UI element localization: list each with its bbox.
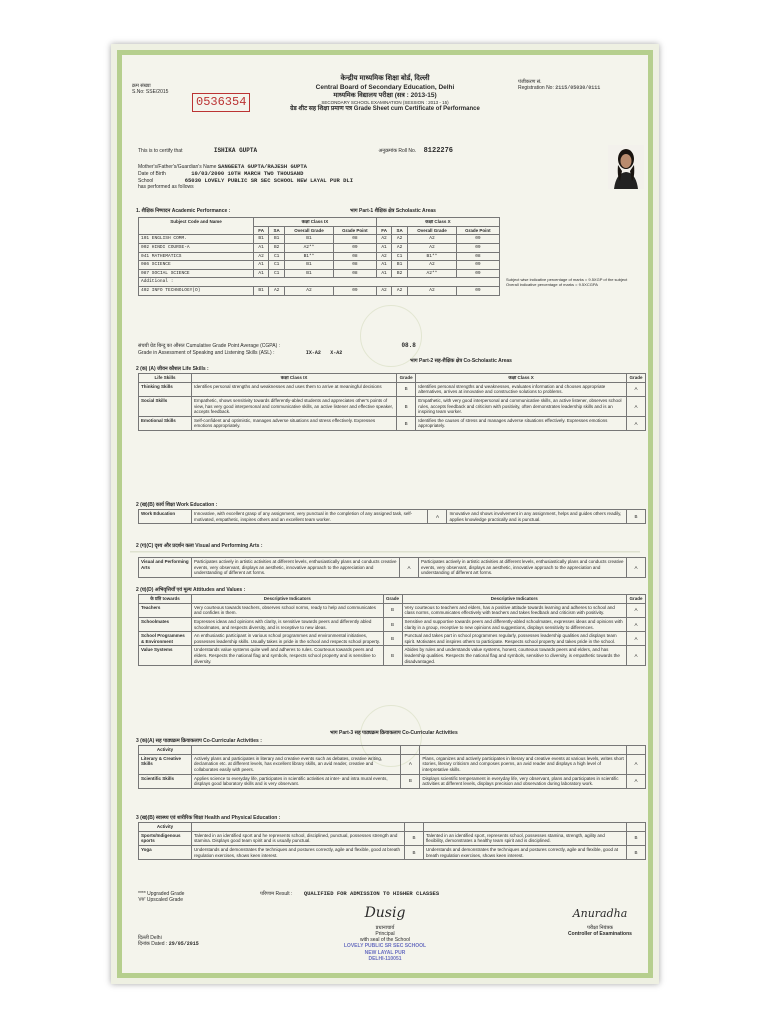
- result-value: QUALIFIED FOR ADMISSION TO HIGHER CLASSES: [303, 890, 440, 897]
- result-row: परिणाम Result : QUALIFIED FOR ADMISSION TO HIGHER CLASSES: [260, 890, 440, 897]
- work-education-heading: 2 (ख)(B) कार्य शिक्षा Work Education :: [136, 502, 218, 508]
- school-stamp: LOVELY PUBLIC SR SEC SCHOOL NEW LAYAL PUR DELHI-110051: [343, 943, 427, 962]
- table-row: [139, 261, 500, 270]
- issue-date: 29/05/2015: [168, 941, 199, 948]
- table-row: [139, 632, 646, 646]
- descriptor-x: Plans, organizes and actively participates in literary and creative events at various levels, writes short stories, literary criticism and composes poems, an avid reader and displays a high level of interpretative skills.: [420, 754, 627, 774]
- table-row: [139, 269, 500, 278]
- part2-label: भाग Part-2 सह-शैक्षिक क्षेत्र Co-Scholastic Areas: [410, 358, 512, 364]
- grade-cell: A1: [254, 269, 269, 278]
- grade-cell: 08: [333, 252, 376, 261]
- grade-x: A: [627, 754, 646, 774]
- table-row: [139, 510, 646, 524]
- descriptor-x: Talented in an identified sport, represents school, possesses stamina, strength, agility and flexibility, demonstrates a healthy team spirit and is disciplined.: [424, 831, 627, 845]
- skill-name: Visual and Performing Arts: [139, 558, 192, 578]
- grade-cell: B1: [269, 235, 285, 244]
- grade-cell: A2: [408, 235, 457, 244]
- exam-english: SECONDARY SCHOOL EXAMINATION (SESSION : 2013 - 15): [321, 100, 449, 105]
- grade-cell: A1: [376, 243, 391, 252]
- scholastic-table: Subject Code and Name कक्षा Class IX कक्षा Class X FA SA Overall Grade Grade Point FA SA Overall Grade Grade Point 101 ENGLISH COMM. B1 B1 B1 08 A2 A2 A2 09 002 HINDI COURSE-A A1 B2 A2** 09 A1 A2 A2 09 041 MATHEMATICS A2 C1 B1** 08 A2 C1 B1** 08 086 SCIENCE A1 C1 B1 08 A1 B1 A2 09 087 SOCIAL SCIENCE A1 C1 B1 08 A1 B2 A2** 09 Additional : 402 INFO TECHNOLOGY(O) B1 A2 A2 09 A2 A2 A2 09: [138, 217, 500, 296]
- grade-cell: A2: [408, 243, 457, 252]
- grade-cell: C1: [269, 261, 285, 270]
- grade-x: B: [627, 845, 646, 859]
- grade-cell: A1: [254, 261, 269, 270]
- descriptor-x: Understands and demonstrates the techniques and postures correctly, agile and flexible, good at breath regulation exercises, shows keen interest.: [424, 845, 627, 859]
- table-row: [139, 416, 646, 430]
- grade-cell: 08: [456, 252, 499, 261]
- grade-cell: B1: [285, 261, 334, 270]
- grade-ix: A: [428, 510, 447, 524]
- table-row: [139, 558, 646, 578]
- grade-cell: 08: [333, 235, 376, 244]
- visual-arts-heading: 2 (ग)(C) दृश्य और प्रदर्शन कला Visual and Performing Arts :: [136, 543, 263, 549]
- grading-notes: Subject wise indicative percentage of marks = 9.5XGP of the subject Overall indicative percentage of marks = 9.5XCGPA: [506, 277, 628, 287]
- grade-cell: A2: [269, 287, 285, 296]
- serial-label: क्रम संख्या S.No: SSE/2015: [132, 83, 169, 96]
- grade-x: A: [627, 603, 646, 617]
- descriptor-x: Identifies personal strengths and weaknesses, evaluates information and chooses appropriate alternatives, arrives at innovative and constructive solutions to problems.: [416, 382, 627, 396]
- place-date: दिल्ली Delhi दिनांक Dated : 29/05/2015: [138, 935, 199, 948]
- descriptor-x: Abides by rules and understands value systems, honest, courteous towards peers and elders, and has leadership qualities. Respects the national flag and symbols, sensitive to diversity, is empathetic towards the disadvantaged.: [402, 646, 626, 666]
- grade-ix: B: [383, 617, 402, 631]
- student-info: This is to certify that ISHIKA GUPTA अनुक्रमांक Roll No. 8122276 Mother's/Father's/Guardian's Name SANGEETA GUPTA/RAJESH GUPTA Date of Birth 10/03/2000 10TH MARCH TWO THOUSAND School 65030 LOVELY PUBLIC SR SEC SCHOOL NEW LAYAL PUR DLI has performed as follows: [138, 147, 453, 191]
- principal-signature: Dusig: [364, 905, 406, 921]
- skill-name: Yoga: [139, 845, 192, 859]
- descriptor-ix: An enthusiastic participant in various school programmes and environmental initiatives, possesses leadership skills. Usually takes in pride in the school and respects school property.: [192, 632, 384, 646]
- date-of-birth: 10/03/2000 10TH MARCH TWO THOUSAND: [191, 169, 304, 177]
- subject-name: 101 ENGLISH COMM.: [139, 235, 254, 244]
- skill-name: Thinking Skills: [139, 382, 192, 396]
- descriptor-ix: Identifies personal strengths and weaknesses and uses them to arrive at meaningful decisions: [192, 382, 397, 396]
- grade-cell: A2: [285, 287, 334, 296]
- grade-cell: B1**: [408, 252, 457, 261]
- grade-ix: B: [401, 774, 420, 788]
- grade-ix: A: [400, 558, 419, 578]
- grade-cell: B1: [285, 269, 334, 278]
- skill-name: School Programmes & Environment: [139, 632, 192, 646]
- life-skills-table: Life Skills कक्षा Class IX Grade कक्षा Class X Grade Thinking Skills Identifies personal strengths and weaknesses and uses them to arrive at meaningful decisions B Identifies personal strengths and weaknesses, evaluates information and chooses appropriate alternatives, arrives at innovative and constructive solutions to problems. A Social Skills Empathetic, shows sensitivity towards differently-abled students and appreciates other's points of view, has very good interpersonal and communicative skills, an active listener and effective speaker, accepts feedback. B Empathetic, with very good interpersonal and communicative skills, an active listener, observes school rules, accepts feedback and criticism with positivity, often demonstrates leadership skills and is an inspiring team worker. A Emotional Skills Self-confident and optimistic, manages adverse situations and stress effectively. Expresses emotions appropriately. B Identifies the causes of stress and manages adverse situations effectively. Expresses emotions appropriately. A: [138, 373, 646, 431]
- grade-cell: B2: [269, 243, 285, 252]
- grade-cell: 09: [456, 243, 499, 252]
- grade-cell: A2: [254, 252, 269, 261]
- subject-name: 087 SOCIAL SCIENCE: [139, 269, 254, 278]
- skill-name: Literary & Creative Skills: [139, 754, 192, 774]
- table-row: [139, 617, 646, 631]
- grade-cell: A2: [408, 261, 457, 270]
- grade-cell: A1: [376, 269, 391, 278]
- attitudes-heading: 2 (घ)(D) अभिवृत्तियाँ एवं मूल्य Attitudes and Values :: [136, 587, 246, 593]
- grade-cell: A2: [376, 252, 391, 261]
- additional-label: Additional :: [139, 278, 500, 287]
- subject-name: 402 INFO TECHNOLOGY(O): [139, 287, 254, 296]
- academic-heading: 1. शैक्षिक निष्पादन Academic Performance :: [136, 208, 231, 214]
- descriptor-ix: Understands and demonstrates the techniques and postures correctly, agile and flexible, good at breath regulation exercises, shows keen interest.: [192, 845, 405, 859]
- descriptor-x: Participates actively in artistic activities at different levels, enthusiastically plans and conducts creative events, very observant, displays an aesthetic, innovative approach to the appreciation and understanding of different art forms.: [419, 558, 627, 578]
- school-name: 65030 LOVELY PUBLIC SR SEC SCHOOL NEW LAYAL PUR DLI: [184, 176, 354, 184]
- grade-cell: A1: [376, 261, 391, 270]
- table-row: [139, 287, 500, 296]
- student-photo-icon: [608, 145, 644, 189]
- descriptor-ix: Actively plans and participates in literary and creative events such as debates, creative writing, declamation etc. at different levels, has excellent library skills, an avid reader, creative and collaborates easily with peers.: [192, 754, 401, 774]
- grade-cell: A2**: [285, 243, 334, 252]
- attitudes-table: के प्रति towards Descriptive Indicators Grade Descriptive Indicators Grade Teachers Very courteous towards teachers, observes school norms, ready to help and communicates and confides in them. B Very courteous to teachers and elders, has a positive attitude towards learning and adheres to school and class norms, communicates effectively with teachers and takes feedback and criticism with positivity. A Schoolmates Expresses ideas and opinions with clarity, is sensitive towards peers and differently abled schoolmates, and respects diversity, and is receptive to new ideas. B Sensitive and supportive towards peers and differently-abled schoolmates, expresses ideas and opinions with clarity in a group, receptive to new opinions and suggestions, displays sensitivity to differences. A School Programmes & Environment An enthusiastic participant in various school programmes and environmental initiatives, possesses leadership skills. Usually takes in pride in the school and respects school property. B Punctual and takes part in school programmes regularly, possesses leadership qualities and displays team spirit. Motivates and inspires others to participate. Respects school property and takes pride in the school. A Value Systems Understands value systems quite well and adheres to rules. Courteous towards peers and elders. Respects the national flag and symbols, respects school property and is sensitive to diversity. B Abides by rules and understands value systems, honest, courteous towards peers and elders, and has leadership qualities. Respects the national flag and symbols, sensitive to diversity, is empathetic towards the disadvantaged. A: [138, 594, 646, 666]
- skill-name: Teachers: [139, 603, 192, 617]
- board-english: Central Board of Secondary Education, Delhi: [315, 83, 455, 91]
- skill-name: Emotional Skills: [139, 416, 192, 430]
- cgpa-row: संचयी ग्रेड बिन्दु का औसत Cumulative Grade Point Average (CGPA) : 08.8: [138, 342, 416, 349]
- cgpa-value: 08.8: [401, 342, 416, 349]
- skill-name: Work Education: [139, 510, 192, 524]
- grade-cell: A2**: [408, 269, 457, 278]
- descriptor-x: Innovative and shows involvement in any assignment, helps and guides others readily, applies knowledge practically and is punctual.: [447, 510, 627, 524]
- grade-cell: 09: [456, 269, 499, 278]
- grade-cell: 08: [333, 269, 376, 278]
- part3-label: भाग Part-3 सह पाठ्यक्रम क्रियाकलाप Co-Curricular Activities: [330, 730, 458, 736]
- descriptor-x: Displays scientific temperament in everyday life, very observant, plans and participates in scientific activities at different levels, displays precision and observation during laboratory work.: [420, 774, 627, 788]
- grade-cell: B1**: [285, 252, 334, 261]
- asl-row: Grade in Assessment of Speaking and Listening Skills (ASL) : IX-A2 X-A2: [138, 350, 343, 356]
- grade-ix: B: [383, 603, 402, 617]
- visual-arts-table: [138, 557, 646, 578]
- board-hindi: केन्द्रीय माध्यमिक शिक्षा बोर्ड, दिल्ली: [340, 75, 430, 82]
- grade-cell: 09: [456, 235, 499, 244]
- grade-ix: B: [405, 831, 424, 845]
- grade-x: A: [627, 558, 646, 578]
- grade-cell: C1: [269, 269, 285, 278]
- descriptor-ix: Empathetic, shows sensitivity towards differently-abled students and appreciates other's points of view, has very good interpersonal and communicative skills, an active listener and effective speaker, accepts feedback.: [192, 396, 397, 416]
- certificate-border: [117, 50, 653, 978]
- grade-cell: B1: [392, 261, 408, 270]
- grade-x: A: [627, 632, 646, 646]
- descriptor-x: Identifies the causes of stress and manages adverse situations effectively. Expresses emotions appropriately.: [416, 416, 627, 430]
- descriptor-x: Punctual and takes part in school programmes regularly, possesses leadership qualities and displays team spirit. Motivates and inspires others to participate. Respects school property and takes pride in the school.: [402, 632, 626, 646]
- descriptor-x: Very courteous to teachers and elders, has a positive attitude towards learning and adheres to school and class norms, communicates effectively with teachers and takes feedback and criticism with positivity.: [402, 603, 626, 617]
- grade-cell: A1: [254, 243, 269, 252]
- grade-cell: A2: [392, 287, 408, 296]
- grade-cell: 09: [456, 287, 499, 296]
- table-row: [139, 396, 646, 416]
- descriptor-x: Empathetic, with very good interpersonal and communicative skills, an active listener, observes school rules, accepts feedback and criticism with positivity, often demonstrates leadership skills and is an inspiring team worker.: [416, 396, 627, 416]
- descriptor-x: Sensitive and supportive towards peers and differently-abled schoolmates, expresses ideas and opinions with clarity in a group, receptive to new opinions and suggestions, displays sensitivity to differences.: [402, 617, 626, 631]
- grade-cell: A2: [392, 243, 408, 252]
- paper-fold: [130, 551, 640, 554]
- health-heading: 3 (ख)(B) स्वास्थ्य एवं शारीरिक शिक्षा Health and Physical Education :: [136, 815, 281, 821]
- cocurricular-heading: 3 (क)(A) सह पाठ्यक्रम क्रियाकलाप Co-Curricular Activities :: [136, 738, 262, 744]
- descriptor-ix: Participates actively in artistic activities at different levels, enthusiastically plans and conducts creative events, very observant, displays an aesthetic, innovative approach to the appreciation and understanding of different art forms.: [192, 558, 400, 578]
- grade-cell: 09: [456, 261, 499, 270]
- grade-x: A: [627, 416, 646, 430]
- certificate-sheet: [130, 65, 643, 963]
- grade-ix: B: [405, 845, 424, 859]
- grade-x: A: [627, 617, 646, 631]
- grade-x: A: [627, 396, 646, 416]
- controller-signature-block: Anuradha परीक्षा नियंत्रक Controller of Examinations: [550, 907, 650, 937]
- grade-x: B: [627, 831, 646, 845]
- grade-ix: B: [383, 646, 402, 666]
- subject-name: 041 MATHEMATICS: [139, 252, 254, 261]
- skill-name: Scientific Skills: [139, 774, 192, 788]
- parents-name: SANGEETA GUPTA/RAJESH GUPTA: [217, 162, 307, 170]
- skill-name: Value Systems: [139, 646, 192, 666]
- health-table: Activity Sports/Indigenous sports Talented in an identified sport and he represents school, disciplined, punctual, possesses strength and stamina. Displays good team spirit and is usually punctual. B Talented in an identified sport, represents school, possesses stamina, strength, agility and flexibility, demonstrates a healthy team spirit and is disciplined. B Yoga Understands and demonstrates the techniques and postures correctly, agile and flexible, good at breath regulation exercises, shows keen interest. B Understands and demonstrates the techniques and postures correctly, agile and flexible, good at breath regulation exercises, shows keen interest. B: [138, 822, 646, 860]
- principal-signature-block: Dusig प्रधानाचार्य Principal with seal of the School LOVELY PUBLIC SR SEC SCHOOL NEW LAYAL PUR DELHI-110051: [315, 905, 455, 962]
- registration-number: 2115/05030/0111: [555, 85, 601, 92]
- subject-name: 086 SCIENCE: [139, 261, 254, 270]
- scholastic-part-label: भाग Part-1 शैक्षिक क्षेत्र Scholastic Areas: [350, 208, 436, 214]
- life-skills-heading: 2 (क) (A) जीवन कौशल Life Skills :: [136, 366, 209, 372]
- grade-cell: 08: [333, 261, 376, 270]
- grade-x: A: [627, 774, 646, 788]
- grade-cell: A2: [392, 235, 408, 244]
- serial-number: 0536354: [192, 93, 250, 112]
- grade-x: A: [627, 382, 646, 396]
- grade-x: B: [627, 510, 646, 524]
- header-block: [250, 75, 520, 113]
- table-row: [139, 603, 646, 617]
- table-row: [139, 382, 646, 396]
- grade-cell: A2: [376, 235, 391, 244]
- skill-name: Schoolmates: [139, 617, 192, 631]
- grade-ix: B: [383, 632, 402, 646]
- registration-block: पंजीकरण सं. Registration No: 2115/05030/0111: [518, 79, 601, 92]
- skill-name: Social Skills: [139, 396, 192, 416]
- student-name: ISHIKA GUPTA: [213, 147, 258, 154]
- grade-cell: B1: [254, 235, 269, 244]
- subject-name: 002 HINDI COURSE-A: [139, 243, 254, 252]
- descriptor-ix: Talented in an identified sport and he represents school, disciplined, punctual, possesses strength and stamina. Displays good team spirit and is usually punctual.: [192, 831, 405, 845]
- grade-cell: A2: [408, 287, 457, 296]
- grade-ix: B: [397, 416, 416, 430]
- roll-number: 8122276: [423, 147, 453, 155]
- grade-cell: C1: [392, 252, 408, 261]
- table-row: [139, 243, 500, 252]
- grade-cell: C1: [269, 252, 285, 261]
- grade-ix: B: [397, 382, 416, 396]
- grade-cell: B1: [254, 287, 269, 296]
- grade-ix: A: [401, 754, 420, 774]
- grade-cell: B1: [285, 235, 334, 244]
- table-row: [139, 235, 500, 244]
- descriptor-ix: Self-confident and optimistic, manages adverse situations and stress effectively. Expresses emotions appropriately.: [192, 416, 397, 430]
- grade-cell: B2: [392, 269, 408, 278]
- grade-cell: 09: [333, 243, 376, 252]
- descriptor-ix: Innovative, with excellent grasp of any assignment, very punctual in the completion of any assigned task, self-motivated, empathetic, inspires others and an excellent team worker.: [192, 510, 428, 524]
- cocurricular-table: Activity Literary & Creative Skills Actively plans and participates in literary and creative events such as debates, creative writing, declamation etc. at different levels, has excellent library skills, an avid reader, creative and collaborates easily with peers. A Plans, organizes and actively participates in literary and creative events at various levels, writes short stories, literary criticism and composes poems, an avid reader and displays a high level of interpretative skills. A Scientific Skills Applies science to everyday life, participates in scientific activities at inter- and intra mural events, displays good laboratory skills and is very observant. B Displays scientific temperament in everyday life, very observant, plans and participates in scientific activities at different levels, displays precision and observation during laboratory work. A: [138, 745, 646, 789]
- descriptor-ix: Expresses ideas and opinions with clarity, is sensitive towards peers and differently abled schoolmates, and respects diversity, and is receptive to new ideas.: [192, 617, 384, 631]
- descriptor-ix: Very courteous towards teachers, observes school norms, ready to help and communicates and confides in them.: [192, 603, 384, 617]
- table-row: [139, 252, 500, 261]
- table-row: [139, 646, 646, 666]
- grade-cell: 09: [333, 287, 376, 296]
- exam-hindi: माध्यमिक विद्यालय परीक्षा (सत्र : 2013-15): [333, 91, 437, 99]
- skill-name: Sports/Indigenous sports: [139, 831, 192, 845]
- grade-ix: B: [397, 396, 416, 416]
- table-row: [139, 831, 646, 845]
- certificate-title: ग्रेड शीट सह शिक्षा प्रमाण पत्र Grade Sheet cum Certificate of Performance: [290, 105, 480, 112]
- table-row: [139, 754, 646, 774]
- certificate-paper: [111, 44, 659, 984]
- descriptor-ix: Applies science to everyday life, participates in scientific activities at inter- and intra mural events, displays good laboratory skills and is very observant.: [192, 774, 401, 788]
- descriptor-ix: Understands value systems quite well and adheres to rules. Courteous towards peers and elders. Respects the national flag and symbols, respects school property and is sensitive to diversity.: [192, 646, 384, 666]
- grade-x: A: [627, 646, 646, 666]
- grade-legend: **** Upgraded Grade '##' Upscaled Grade: [138, 891, 185, 904]
- controller-signature: Anuradha: [572, 907, 628, 920]
- grade-cell: A2: [376, 287, 391, 296]
- student-photo: [608, 145, 644, 189]
- work-education-table: [138, 509, 646, 524]
- table-row: [139, 278, 500, 287]
- table-row: [139, 845, 646, 859]
- table-row: [139, 774, 646, 788]
